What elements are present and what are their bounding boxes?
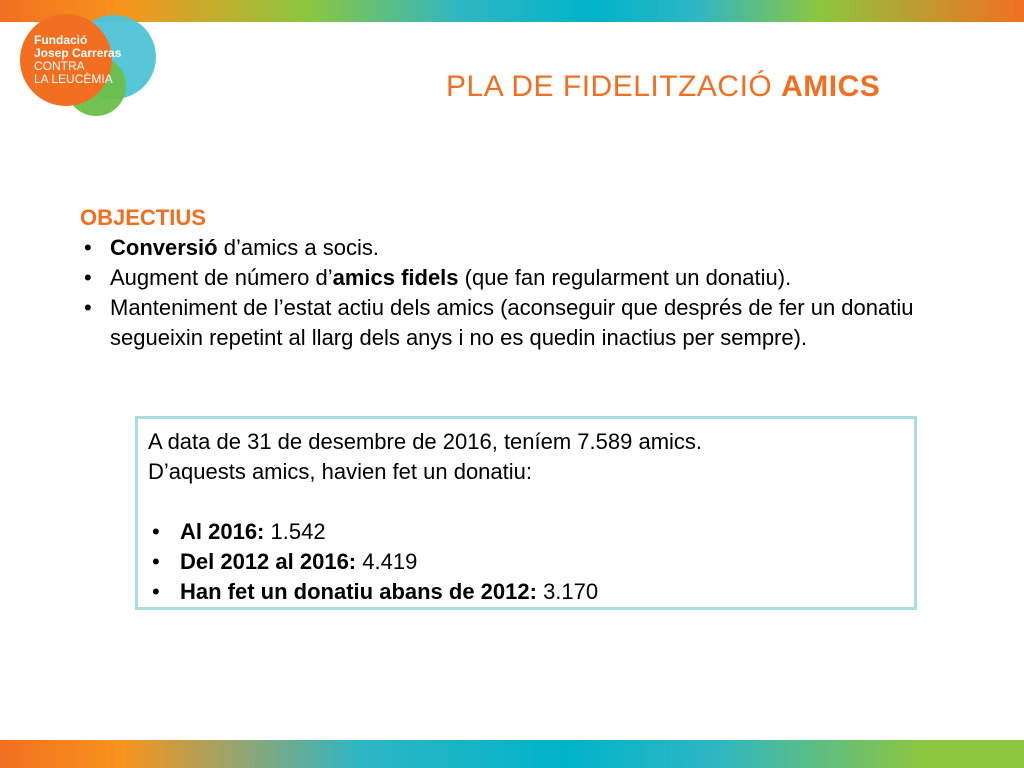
bullet-icon: •	[84, 265, 92, 290]
donation-3-label: Han fet un donatiu abans de 2012:	[180, 579, 537, 604]
donation-item-3	[148, 577, 904, 607]
logo-line-3: CONTRA	[34, 59, 85, 73]
bottom-gradient-bar	[0, 740, 1024, 768]
logo-text	[34, 34, 121, 86]
info-line-2: D’aquests amics, havien fet un donatiu:	[148, 459, 533, 484]
donation-item-2	[148, 547, 904, 577]
title-part-2: AMICS	[781, 70, 881, 103]
donations-info-box	[135, 416, 917, 610]
objective-1-text: d’amics a socis.	[217, 235, 379, 260]
objective-2-text-b: (que fan regularment un donatiu).	[458, 265, 792, 290]
donation-2-value: 4.419	[356, 549, 418, 574]
bullet-icon: •	[152, 579, 160, 604]
donation-2-label: Del 2012 al 2016:	[180, 549, 357, 574]
page-title	[446, 70, 880, 104]
logo	[14, 10, 164, 122]
objective-1-bold: Conversió	[110, 235, 218, 260]
donations-list	[148, 517, 904, 607]
donation-1-label: Al 2016:	[180, 519, 265, 544]
bullet-icon: •	[84, 235, 92, 260]
objective-3-text: Manteniment de l’estat actiu dels amics (aconseguir que després de fer un donatiu segueixin repetint al llarg dels anys i no es quedin inactius per sempre).	[110, 295, 914, 350]
objectives-list	[80, 233, 980, 353]
bullet-icon: •	[84, 295, 92, 320]
logo-line-4: LA LEUCÈMIA	[34, 72, 113, 86]
logo-line-2: Josep Carreras	[34, 46, 122, 60]
logo-line-1: Fundació	[34, 33, 88, 47]
donation-item-1	[148, 517, 904, 547]
donation-3-value: 3.170	[536, 579, 599, 604]
spacer	[148, 487, 904, 517]
objectives-heading: OBJECTIUS	[80, 205, 206, 230]
donation-1-value: 1.542	[264, 519, 326, 544]
objective-2-bold: amics fidels	[332, 265, 459, 290]
info-line-1: A data de 31 de desembre de 2016, teníem 7.589 amics.	[148, 429, 703, 454]
bullet-icon: •	[152, 549, 160, 574]
bullet-icon: •	[152, 519, 160, 544]
objective-item-2	[80, 263, 980, 293]
objectives-section	[80, 203, 980, 353]
objective-item-3	[80, 293, 980, 353]
objective-2-text-a: Augment de número d’	[110, 265, 333, 290]
objective-item-1	[80, 233, 980, 263]
title-part-1: PLA DE FIDELITZACIÓ	[446, 70, 782, 103]
